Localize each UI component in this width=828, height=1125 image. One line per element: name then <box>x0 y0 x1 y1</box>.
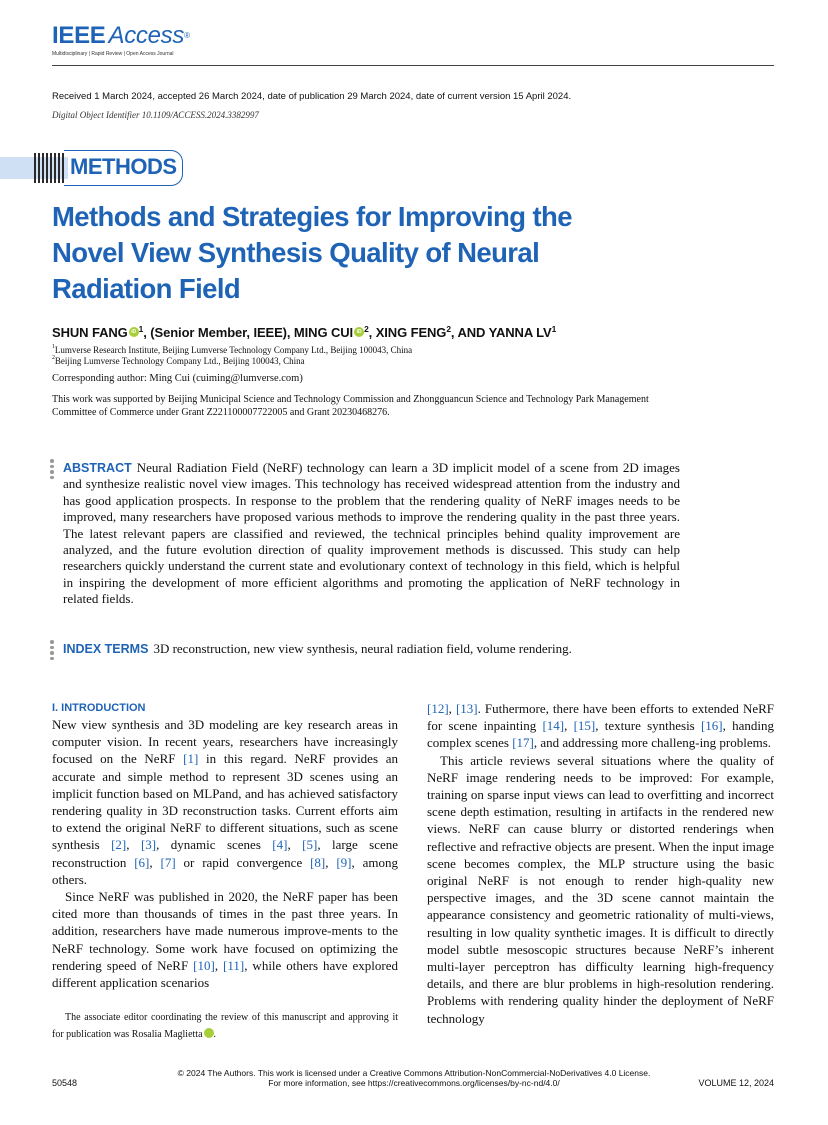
doi: Digital Object Identifier 10.1109/ACCESS.2024.3382997 <box>52 110 259 120</box>
orcid-icon[interactable]: iD <box>204 1028 214 1038</box>
author-name: YANNA LV <box>488 325 552 340</box>
body-column-right <box>427 700 774 1027</box>
citation-link[interactable]: [2] <box>111 837 127 853</box>
page-number: 50548 <box>52 1078 78 1088</box>
citation-link[interactable]: [6] <box>134 854 150 870</box>
section-heading: I. INTRODUCTION <box>52 702 146 714</box>
ieee-access-logo: IEEE Access® Multidisciplinary | Rapid Review | Open Access Journal <box>52 22 190 57</box>
funding-statement: This work was supported by Beijing Municipal Science and Technology Commission and Zhongguancun Science and Technology Park Management Committee of Commerce under Grant Z221100007722005 and Grant 20230468276. <box>52 394 649 418</box>
citation-link[interactable]: [4] <box>272 837 288 853</box>
section-dots-icon <box>50 640 56 662</box>
citation-link[interactable]: [16] <box>700 718 723 734</box>
citation-link[interactable]: [10] <box>193 957 215 973</box>
citation-link[interactable]: [15] <box>573 718 596 734</box>
paper-title: Methods and Strategies for Improving the Novel View Synthesis Quality of Neural Radiation Field <box>52 201 572 304</box>
journal-tagline: Multidisciplinary | Rapid Review | Open Access Journal <box>52 51 174 57</box>
paragraph: [12], [13]. Futhermore, there have been efforts to extended NeRF for scene inpainting [14], [15], texture synthesis [16], handing complex scenes [17], and addressing more challeng-ing problems. <box>427 701 775 751</box>
author-name: SHUN FANG <box>52 325 128 340</box>
abstract-label: ABSTRACT <box>63 461 132 475</box>
citation-link[interactable]: [12] <box>427 701 449 716</box>
citation-link[interactable]: [8] <box>310 854 326 870</box>
editor-footnote: The associate editor coordinating the review of this manuscript and approving it for publication was Rosalia Maglietta iD. <box>52 1012 398 1040</box>
author-name: MING CUI <box>293 325 354 340</box>
index-terms-text: 3D reconstruction, new view synthesis, neural radiation field, volume rendering. <box>153 641 572 656</box>
paragraph: New view synthesis and 3D modeling are key research areas in computer vision. In recent years, researchers have increasingly focused on the NeRF [1] in this regard. NeRF provides an accurate and simple method to represent 3D scenes using an implicit function based on MLPand, and has achieved satisfactory rendering quality in 3D reconstruction tasks. Current efforts aim to extend the original NeRF to different situations, such as scene synthesis [2], [3], dynamic scenes [4], [5], large scene reconstruction [6], [7] or rapid convergence [8], [9], among others. <box>52 717 399 887</box>
affiliation: $^1$Lumverse Research Institute, Beijing Lumverse Technology Company Ltd., Beijing 100043, China <box>52 344 413 355</box>
orcid-icon[interactable]: iD <box>129 327 139 337</box>
paragraph: This article reviews several situations where the quality of NeRF image rendering needs to be improved: For example, training on sparse input views can lead to overfitting and incorrect scene depth estimation, resulting in artifacts in the rendered new views. NeRF can cause blurry or distorted renderings when reflective and refractive objects are present. When the input image scene becomes complex, the MLP structure using the basic original NeRF is not enough to render high-quality new perspective images, and the 3D scene cannot maintain the appearance consistency and geometric rationality of multi-views, resulting in low quality synthetic images. It is difficult to directly model subtle mesoscopic structures because NeRF’s inherent multi-layer perceptron has difficulty learning high-frequency details, and there are blur problems in high-resolution rendering. Problems with rendering quality hinder the deployment of NeRF technology <box>427 752 774 1026</box>
license-notice: © 2024 The Authors. This work is licensed under a Creative Commons Attribution-NonCommercial-NoDerivatives 4.0 License. For more information, see https://creativecommons.org/licenses/by-nc-nd/4.0/ <box>0 1068 828 1088</box>
paragraph: Since NeRF was published in 2020, the NeRF paper has been cited more than thousands of times in the past three years. In addition, researchers have made numerous improve-ments to the NeRF technology. Some work have focused on optimizing the rendering speed of NeRF [10], [11], while others have explored different application scenarios <box>52 889 398 991</box>
body-column-left <box>52 700 398 991</box>
citation-link[interactable]: [3] <box>140 837 157 853</box>
orcid-icon[interactable]: iD <box>354 327 364 337</box>
article-type-label: METHODS <box>70 154 177 179</box>
citation-link[interactable]: [13] <box>455 701 478 716</box>
section-dots-icon <box>50 459 56 481</box>
header-divider <box>52 65 774 66</box>
abstract-text: Neural Radiation Field (NeRF) technology can learn a 3D implicit model of a scene from 2D images and synthesize realistic novel view images. This technology has received widespread attention from the industry and has good application prospects. In response to the problem that the rendering quality of NeRF images needs to be improved, many researchers have proposed various methods to improve the rendering quality in the past three years. The latest relevant papers are classified and reviewed, the technical principles behind quality improvement are analyzed, and the future evolution direction of quality improvement methods is discussed. This study can help researchers quickly understand the current state and evolutionary context of technology in this field, which is helpful in inspiring the development of more efficient algorithms and promoting the application of NeRF technology in related fields. <box>63 460 680 607</box>
volume-label: VOLUME 12, 2024 <box>698 1078 774 1088</box>
corresponding-author: Corresponding author: Ming Cui (cuiming@lumverse.com) <box>52 373 303 384</box>
license-link[interactable]: For more information, see https://creativecommons.org/licenses/by-nc-nd/4.0/ <box>268 1078 560 1088</box>
citation-link[interactable]: [17] <box>512 735 534 751</box>
citation-link[interactable]: [7] <box>160 854 176 870</box>
index-terms <box>63 640 703 658</box>
citation-link[interactable]: [11] <box>223 957 245 973</box>
citation-link[interactable]: [5] <box>302 837 318 853</box>
abstract <box>63 460 680 608</box>
author-list: SHUN FANG iD $^1$, (Senior Member, IEEE), MING CUI iD $^2$, XING FENG$^2$, AND YANNA $LV^1$ <box>52 324 557 340</box>
affiliation: $^2$Beijing Lumverse Technology Company Ltd., Beijing 100043, China <box>52 355 305 366</box>
citation-link[interactable]: [14] <box>542 718 565 734</box>
index-terms-label: INDEX TERMS <box>63 642 149 656</box>
citation-link[interactable]: [9] <box>336 854 352 870</box>
citation-link[interactable]: [1] <box>183 751 199 767</box>
received-dates: Received 1 March 2024, accepted 26 March 2024, date of publication 29 March 2024, date of current version 15 April 2024. <box>52 91 572 102</box>
author-name: XING FENG <box>375 325 447 340</box>
banner-stripes-graphic <box>0 150 68 186</box>
